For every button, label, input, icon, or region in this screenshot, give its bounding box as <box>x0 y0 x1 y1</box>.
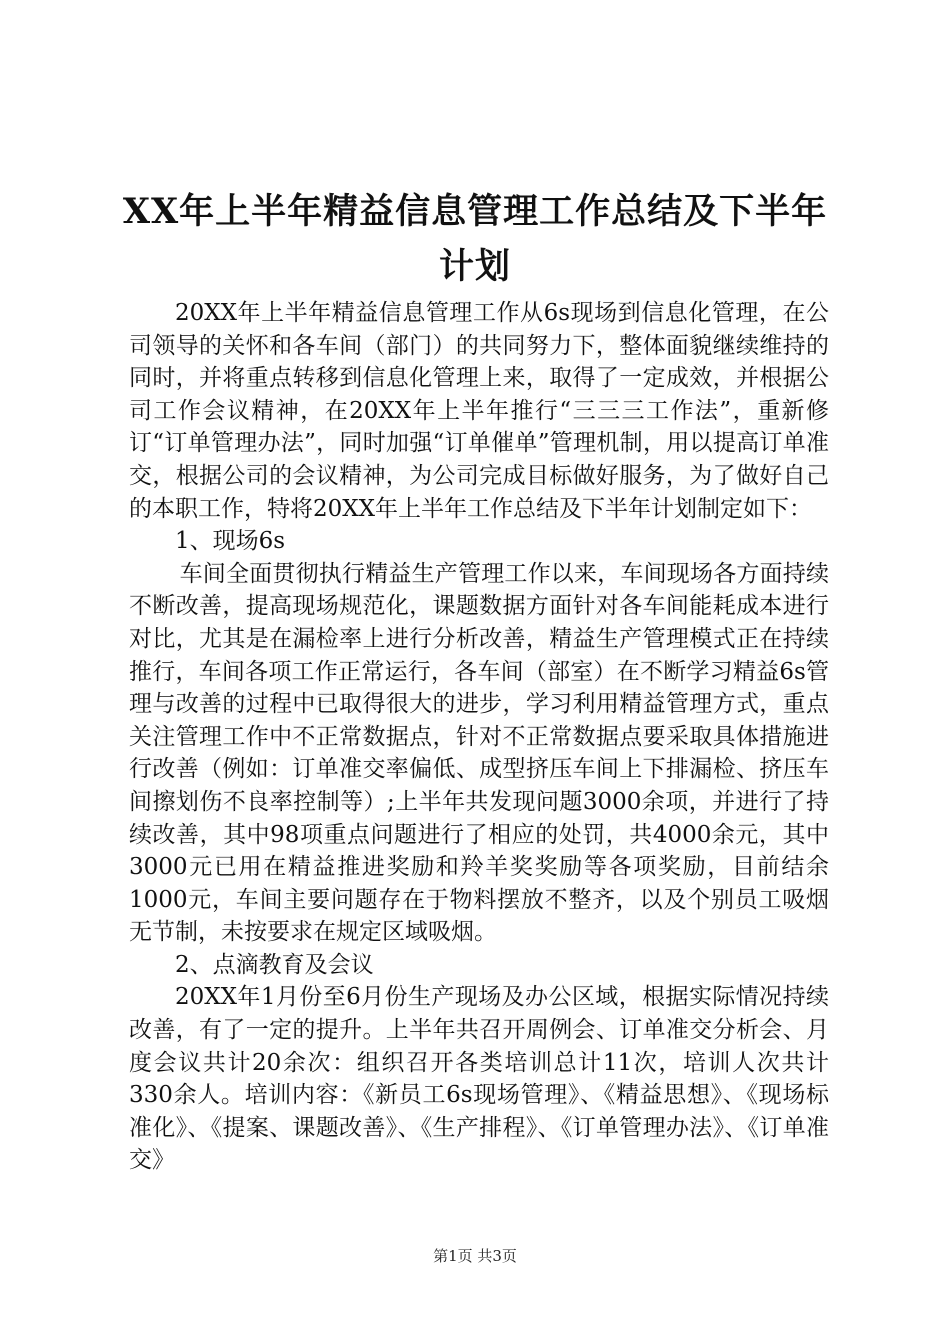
intro-paragraph: 20XX年上半年精益信息管理工作从6s现场到信息化管理，在公司领导的关怀和各车间（部门）的共同努力下，整体面貌继续维持的同时，并将重点转移到信息化管理上来，取得了一定成效，并根据公司工作会议精神，在20XX年上半年推行“三三三工作法”，重新修订“订单管理办法”，同时加强“订单催单”管理机制，用以提高订单准交，根据公司的会议精神，为公司完成目标做好服务，为了做好自己的本职工作，特将20XX年上半年工作总结及下半年计划制定如下： <box>129 300 829 522</box>
section-1-paragraph: 车间全面贯彻执行精益生产管理工作以来，车间现场各方面持续不断改善，提高现场规范化，课题数据方面针对各车间能耗成本进行对比，尤其是在漏检率上进行分析改善，精益生产管理模式正在持续推行，车间各项工作正常运行，各车间（部室）在不断学习精益6s管理与改善的过程中已取得很大的进步，学习利用精益管理方式，重点关注管理工作中不正常数据点，针对不正常数据点要采取具体措施进行改善（例如：订单准交率偏低、成型挤压车间上下排漏检、挤压车间擦划伤不良率控制等）;上半年共发现问题3000余项，并进行了持续改善，其中98项重点问题进行了相应的处罚，共4000余元，其中3000元已用在精益推进奖励和羚羊奖奖励等各项奖励，目前结余1000元，车间主要问题存在于物料摆放不整齐，以及个别员工吸烟无节制，未按要求在规定区域吸烟。 <box>129 560 829 946</box>
section-2-paragraph: 20XX年1月份至6月份生产现场及办公区域，根据实际情况持续改善，有了一定的提升。上半年共召开周例会、订单准交分析会、月度会议共计20余次：组织召开各类培训总计11次，培训人次共计330余人。培训内容：《新员工6s现场管理》、《精益思想》、《现场标准化》、《提案、课题改善》、《生产排程》、《订单管理办法》、《订单准交》 <box>129 984 829 1174</box>
title-line-2: 计划 <box>438 246 511 287</box>
document-body <box>129 297 829 1177</box>
document-title <box>120 186 830 293</box>
title-line-1: XX年上半年精益信息管理工作总结及下半年 <box>122 191 828 232</box>
section-2-heading: 2、点滴教育及会议 <box>175 951 374 978</box>
page-footer: 第1页 共3页 <box>433 1247 517 1265</box>
section-1-heading: 1、现场6s <box>175 528 286 555</box>
